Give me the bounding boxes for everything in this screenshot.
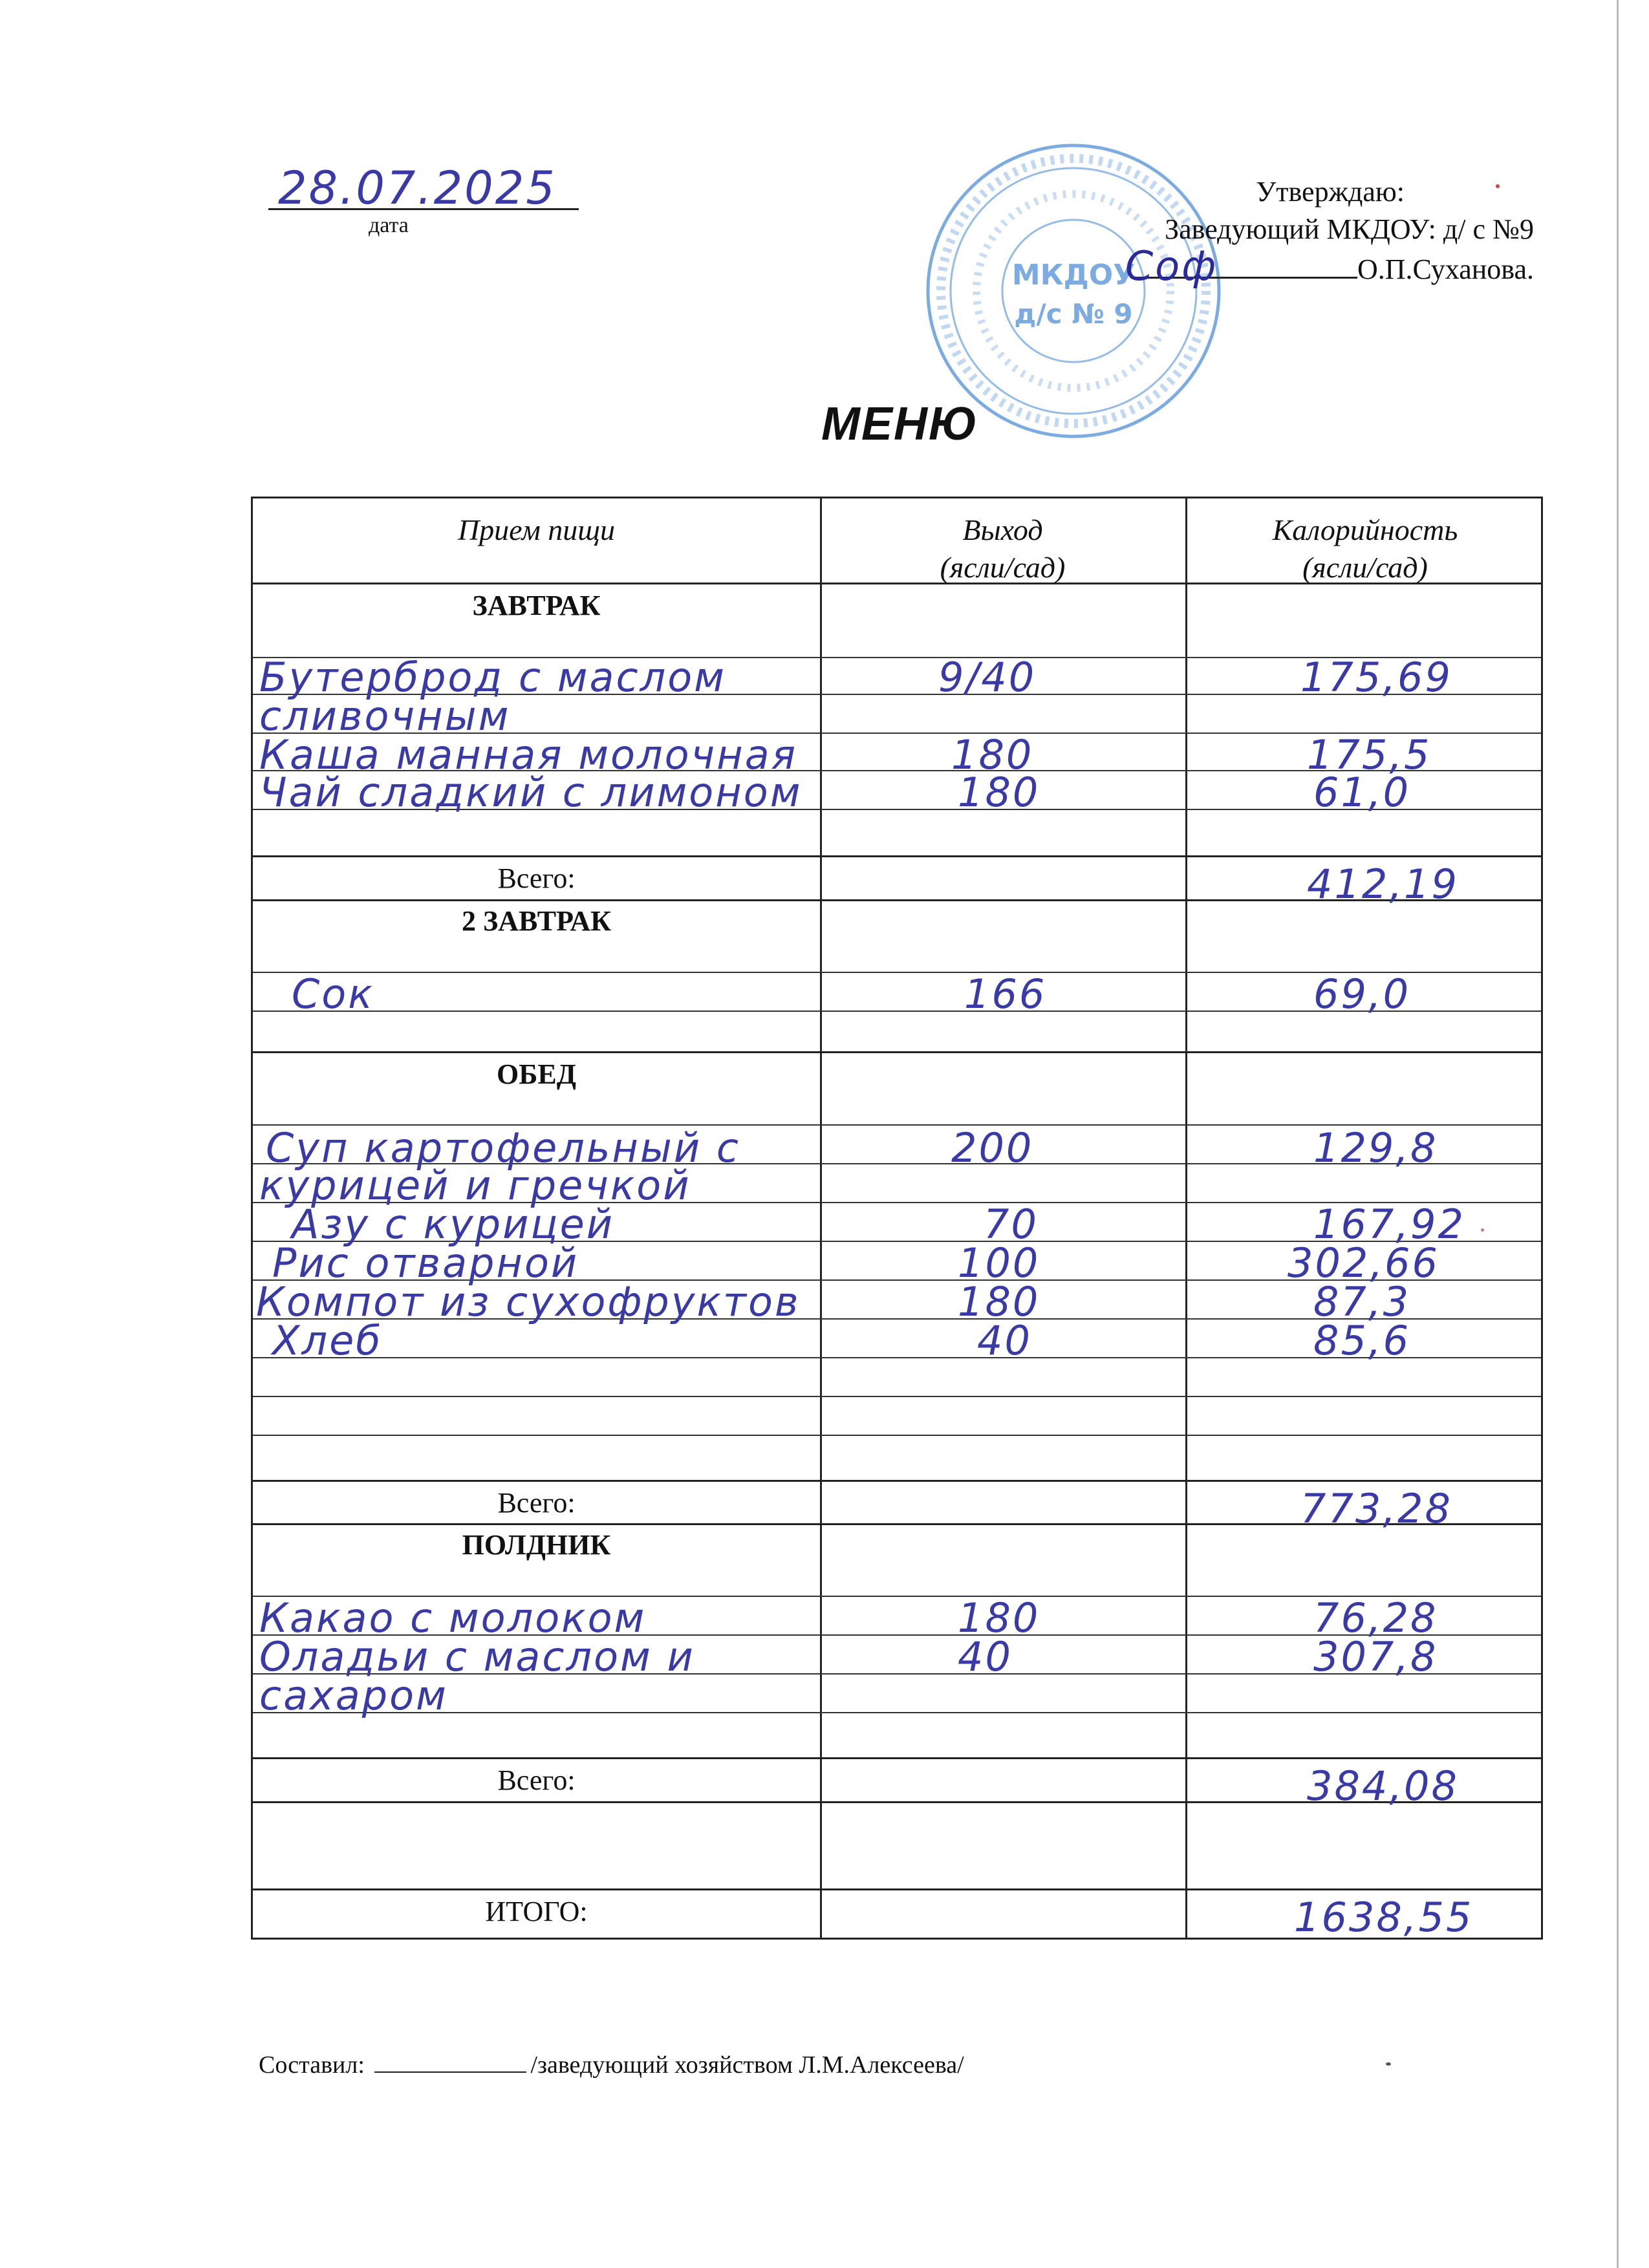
food-name: Суп картофельный с xyxy=(266,1124,740,1171)
food-output: 180 xyxy=(958,1594,1040,1642)
food-calories: 87,3 xyxy=(1313,1278,1411,1325)
footer-signature-line xyxy=(374,2071,526,2073)
food-output: 200 xyxy=(951,1124,1034,1171)
food-name: Сок xyxy=(292,970,374,1018)
food-calories: 302,66 xyxy=(1288,1239,1439,1287)
scan-edge xyxy=(1617,0,1619,2268)
food-name: Оладьи с маслом и xyxy=(259,1633,695,1680)
approve-name: О.П.Суханова. xyxy=(1357,253,1534,285)
food-output: 40 xyxy=(977,1317,1032,1364)
scan-speck xyxy=(1481,1228,1484,1232)
section-snack: ПОЛДНИК xyxy=(462,1529,611,1561)
col-header-calories-sub: (ясли/сад) xyxy=(1302,551,1428,584)
food-name: курицей и гречкой xyxy=(259,1162,691,1209)
date-underline xyxy=(268,208,579,210)
food-name: Чай сладкий с лимоном xyxy=(259,769,803,816)
row-rule xyxy=(253,1435,1541,1436)
approve-org: Заведующий МКДОУ: д/ с №9 xyxy=(1165,213,1534,245)
col-header-calories: Калорийность xyxy=(1272,513,1458,546)
grand-total-label: ИТОГО: xyxy=(485,1896,588,1927)
food-calories: 175,69 xyxy=(1300,654,1452,701)
food-output: 180 xyxy=(958,1278,1040,1325)
snack-total: 384,08 xyxy=(1307,1762,1459,1810)
food-name: Хлеб xyxy=(272,1317,383,1364)
footer xyxy=(259,2051,964,2079)
lunch-total: 773,28 xyxy=(1300,1485,1452,1532)
row-rule xyxy=(253,1396,1541,1397)
col-header-output-sub: (ясли/сад) xyxy=(940,551,1066,584)
food-calories: 85,6 xyxy=(1313,1317,1411,1364)
food-output: 9/40 xyxy=(938,654,1037,701)
food-calories: 175,5 xyxy=(1307,731,1432,778)
total-label: Всего: xyxy=(497,1764,576,1796)
section-breakfast2: 2 ЗАВТРАК xyxy=(461,905,612,937)
scan-speck xyxy=(1496,184,1500,188)
signature: Соф xyxy=(1125,242,1218,290)
date-caption: дата xyxy=(369,213,409,237)
footer-label: Составил: xyxy=(259,2051,365,2079)
food-name: Рис отварной xyxy=(272,1239,579,1287)
row-rule xyxy=(253,1051,1541,1053)
food-name: Каша манная молочная xyxy=(259,731,798,778)
food-calories: 167,92 xyxy=(1313,1201,1465,1248)
col-header-output: Выход xyxy=(962,513,1043,546)
food-output: 100 xyxy=(958,1239,1040,1287)
grand-total: 1638,55 xyxy=(1294,1894,1474,1941)
food-output: 40 xyxy=(958,1633,1013,1680)
food-name: Бутерброд с маслом xyxy=(259,654,726,701)
food-output: 180 xyxy=(951,731,1034,778)
menu-table xyxy=(251,497,1543,1940)
food-name: сахаром xyxy=(259,1672,448,1719)
food-calories: 61,0 xyxy=(1313,769,1411,816)
row-rule xyxy=(253,855,1541,857)
scan-speck xyxy=(1386,2062,1391,2066)
stamp-line-1: МКДОУ xyxy=(1011,259,1136,292)
row-rule xyxy=(253,1888,1541,1890)
col-header-meal: Прием пищи xyxy=(457,513,616,546)
footer-role: /заведующий хозяйством Л.М.Алексеева/ xyxy=(530,2051,964,2079)
breakfast-total: 412,19 xyxy=(1307,861,1459,908)
food-name: Компот из сухофруктов xyxy=(256,1278,801,1325)
row-rule xyxy=(253,1480,1541,1482)
total-label: Всего: xyxy=(497,862,576,894)
food-output: 166 xyxy=(964,970,1047,1018)
col-divider-1 xyxy=(820,498,822,1938)
food-calories: 76,28 xyxy=(1313,1594,1438,1642)
total-label: Всего: xyxy=(497,1487,576,1519)
food-output: 70 xyxy=(984,1201,1039,1248)
food-name: Азу с курицей xyxy=(292,1201,615,1248)
food-calories: 129,8 xyxy=(1313,1124,1438,1171)
section-breakfast: ЗАВТРАК xyxy=(472,590,601,621)
food-calories: 69,0 xyxy=(1313,970,1411,1018)
food-name: сливочным xyxy=(259,692,511,740)
col-divider-2 xyxy=(1185,498,1187,1938)
food-calories: 307,8 xyxy=(1313,1633,1438,1680)
approve-title: Утверждаю: xyxy=(1256,176,1405,208)
section-lunch: ОБЕД xyxy=(497,1058,576,1090)
page-title: МЕНЮ xyxy=(821,398,979,450)
food-name: Какао с молоком xyxy=(259,1594,647,1642)
row-rule xyxy=(253,1757,1541,1759)
stamp-line-2: д/с № 9 xyxy=(1014,298,1133,330)
date-value: 28.07.2025 xyxy=(278,162,557,215)
food-output: 180 xyxy=(958,769,1040,816)
